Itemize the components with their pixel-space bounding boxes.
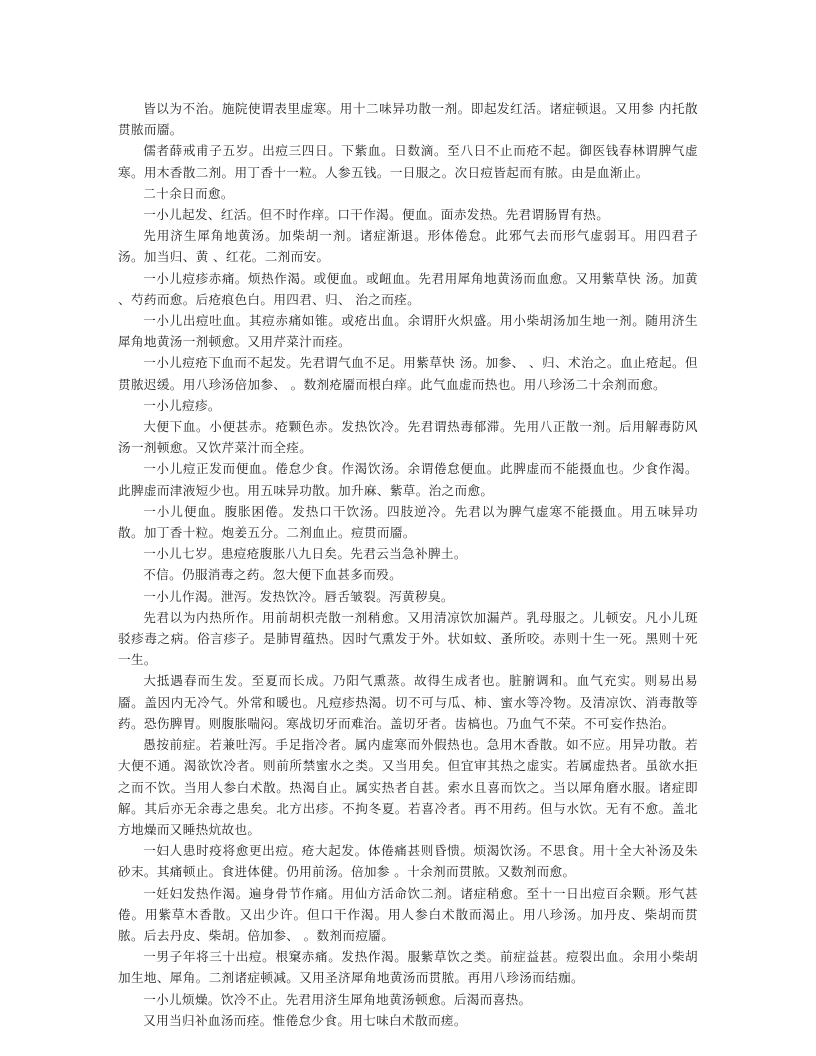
paragraph: 先用济生犀角地黄汤。加柴胡一剂。诸症渐退。形体倦怠。此邪气去而形气虚弱耳。用四君子汤。加当归、黄 、红花。二剂而安。 [118, 228, 698, 265]
paragraph: 又用当归补血汤而痊。惟倦怠少食。用七味白术散而瘥。 [143, 1012, 467, 1028]
document-page [118, 98, 698, 1031]
paragraph: 皆以为不治。施院使谓表里虚寒。用十二味异功散一剂。即起发红活。诸症顿退。又用参 内托散贯脓而靥。 [118, 101, 698, 138]
paragraph: 先君以为内热所作。用前胡枳壳散一剂稍愈。又用清凉饮加漏芦。乳母服之。儿顿安。凡小儿斑驳疹毒之病。俗言疹子。是肺胃蕴热。因时气熏发于外。状如蚊、蚤所咬。赤则十生一死。黑则十死一生。 [118, 609, 698, 668]
paragraph: 二十余日而愈。 [143, 185, 234, 201]
paragraph: 儒者薛戒甫子五岁。出痘三四日。下紫血。日数滴。至八日不止而疮不起。御医钱春林谓脾气虚寒。用木香散二剂。用丁香十一粒。人参五钱。一日服之。次日痘皆起而有脓。由是血渐止。 [118, 143, 698, 180]
paragraph: 大便下血。小便甚赤。疮颗色赤。发热饮冷。先君谓热毒郁滞。先用八正散一剂。后用解毒防风汤一剂顿愈。又饮芹菜汁而全痊。 [118, 419, 698, 456]
paragraph: 一小儿痘疮下血而不起发。先君谓气血不足。用紫草快 汤。加参、 、归、术治之。血止疮起。但贯脓迟缓。用八珍汤倍加参、 。数剂疮靥而根白痒。此气血虚而热也。用八珍汤二十余剂而愈。 [118, 355, 698, 392]
paragraph: 一小儿便血。腹胀困倦。发热口干饮汤。四肢逆冷。先君以为脾气虚寒不能摄血。用五味异功散。加丁香十粒。炮姜五分。二剂血止。痘贯而靥。 [118, 503, 698, 541]
paragraph: 一小儿作渴。泄泻。发热饮冷。唇舌皱裂。泻黄秽臭。 [143, 588, 454, 604]
paragraph: 一妇人患时疫将愈更出痘。疮大起发。体倦痛甚则昏愦。烦渴饮汤。不思食。用十全大补汤及朱砂末。其痛顿止。食进体健。仍用前汤。倍加参 。十余剂而贯脓。又数剂而愈。 [118, 843, 698, 880]
paragraph: 愚按前症。若兼吐泻。手足指冷者。属内虚寒而外假热也。急用木香散。如不应。用异功散。若大便不通。渴欲饮冷者。则前所禁蜜水之类。又当用矣。但宜审其热之虚实。若属虚热者。虽欲水拒之而不饮。当用人参白术散。热渴自止。属实热者自甚。索水且喜而饮之。当以犀角磨水服。诸症即解。其后亦无余毒之患矣。北方出疹。不拘冬夏。若喜冷者。再不用药。但与水饮。无有不愈。盖北方地燥而又睡热炕故也。 [118, 737, 698, 837]
paragraph: 一妊妇发热作渴。遍身骨节作痛。用仙方活命饮二剂。诸症稍愈。至十一日出痘百余颗。形气甚倦。用紫草木香散。又出少许。但口干作渴。用人参白术散而渴止。用八珍汤。加丹皮、柴胡而贯脓。后去丹皮、柴胡。倍加参、 。数剂而痘靥。 [118, 885, 698, 943]
paragraph: 一小儿起发、红活。但不时作痒。口干作渴。便血。面赤发热。先君谓肠胃有热。 [143, 207, 610, 223]
paragraph: 大抵遇春而生发。至夏而长成。乃阳气熏蒸。故得生成者也。脏腑调和。血气充实。则易出易靥。盖因内无冷气。外常和暖也。凡痘疹热渴。切不可与瓜、柿、蜜水等冷物。及清凉饮、消毒散等药。恐伤脾胃。则腹胀喘闷。寒战切牙而难治。盖切牙者。齿槁也。乃血气不荣。不可妄作热治。 [118, 673, 698, 731]
paragraph: 一小儿七岁。患痘疮腹胀八九日矣。先君云当急补脾土。 [143, 546, 467, 562]
paragraph: 一小儿烦燥。饮冷不止。先君用济生犀角地黄汤顿愈。后渴而喜热。 [143, 991, 532, 1007]
paragraph: 一小儿痘疹。 [143, 397, 221, 413]
paragraph: 不信。仍服消毒之药。忽大便下血甚多而殁。 [143, 567, 403, 583]
paragraph: 一小儿痘正发而便血。倦怠少食。作渴饮汤。余谓倦怠便血。此脾虚而不能摄血也。少食作渴。此脾虚而津液短少也。用五味异功散。加升麻、紫草。治之而愈。 [118, 461, 698, 498]
paragraph: 一男子年将三十出痘。根窠赤痛。发热作渴。服紫草饮之类。前症益甚。痘裂出血。余用小柴胡加生地、犀角。二剂诸症顿减。又用圣济犀角地黄汤而贯脓。再用八珍汤而结痂。 [118, 949, 698, 986]
paragraph: 一小儿痘疹赤痛。烦热作渴。或便血。或衄血。先君用犀角地黄汤而血愈。又用紫草快 汤。加黄 、芍药而愈。后疮痕色白。用四君、归、 治之而痊。 [118, 270, 698, 307]
paragraph: 一小儿出痘吐血。其痘赤痛如锥。或疮出血。余谓肝火炽盛。用小柴胡汤加生地一剂。随用济生犀角地黄汤一剂顿愈。又用芹菜汁而痊。 [118, 313, 698, 350]
